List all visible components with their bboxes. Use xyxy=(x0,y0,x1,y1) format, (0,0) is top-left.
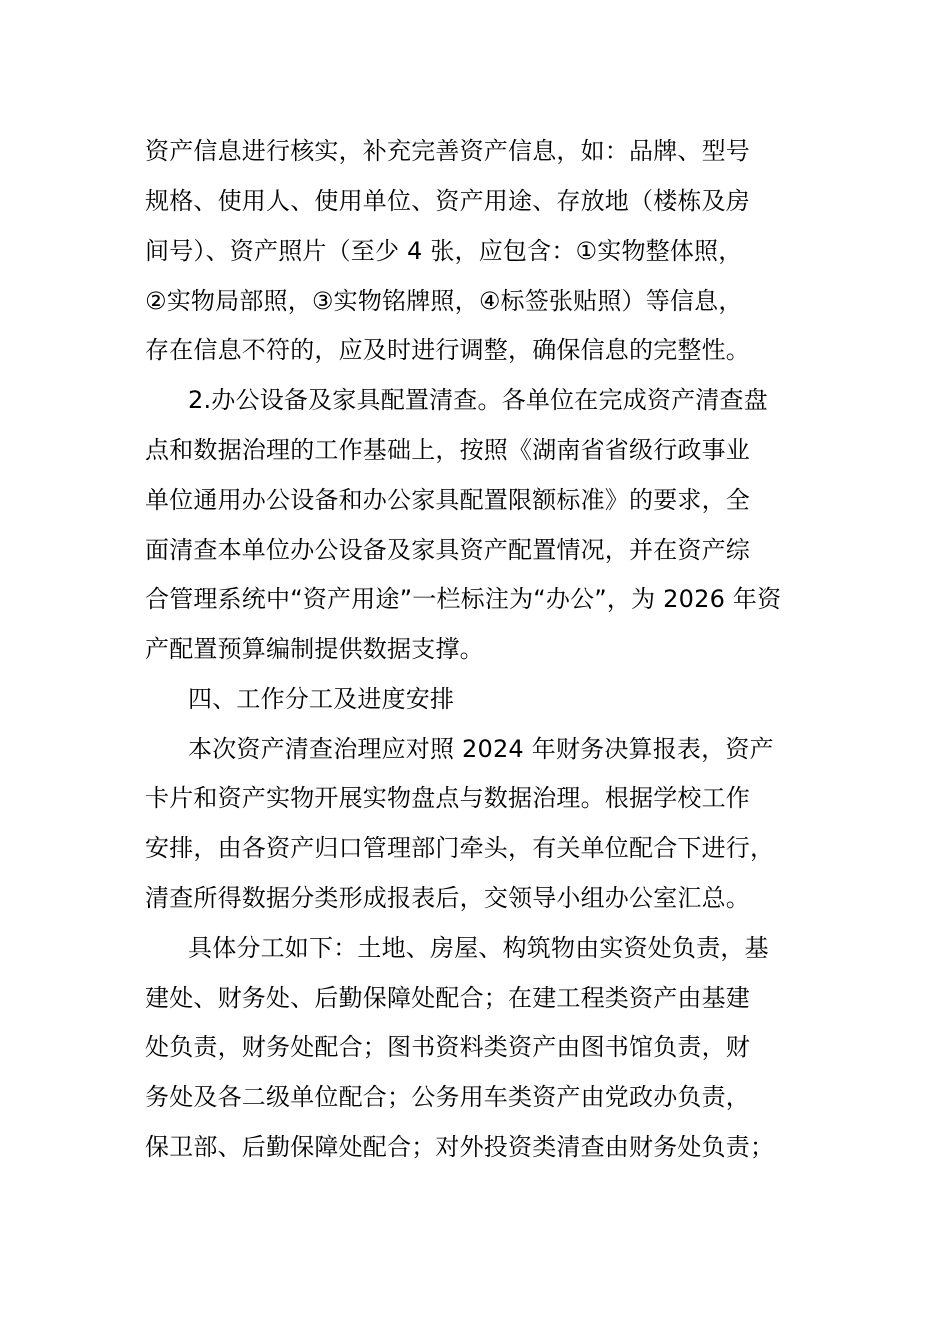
text-line-5: 存在信息不符的，应及时进行调整，确保信息的完整性。 xyxy=(145,336,750,364)
paragraph-start-office-equipment: 2.办公设备及家具配置清查。各单位在完成资产清查盘 xyxy=(188,386,768,414)
text-line-15: 安排，由各资产归口管理部门牵头，有关单位配合下进行， xyxy=(145,834,775,862)
text-line-8: 单位通用办公设备和办公家具配置限额标准》的要求，全 xyxy=(145,486,750,514)
text-line-7: 点和数据治理的工作基础上，按照《湖南省省级行政事业 xyxy=(145,436,750,464)
text-line-1: 资产信息进行核实，补充完善资产信息，如：品牌、型号 xyxy=(145,137,750,165)
text-line-11: 产配置预算编制提供数据支撑。 xyxy=(145,635,484,663)
text-line-14: 卡片和资产实物开展实物盘点与数据治理。根据学校工作 xyxy=(145,784,750,812)
section-heading: 四、工作分工及进度安排 xyxy=(188,685,455,713)
text-line-16: 清查所得数据分类形成报表后，交领导小组办公室汇总。 xyxy=(145,884,750,912)
text-line-2: 规格、使用人、使用单位、资产用途、存放地（楼栋及房 xyxy=(145,187,750,215)
text-line-19: 处负责，财务处配合；图书资料类资产由图书馆负责，财 xyxy=(145,1033,750,1061)
text-line-20: 务处及各二级单位配合；公务用车类资产由党政办负责， xyxy=(145,1083,750,1111)
text-line-4: ②实物局部照，③实物铭牌照，④标签张贴照）等信息， xyxy=(145,287,743,315)
paragraph-start-division: 具体分工如下：土地、房屋、构筑物由实资处负责，基 xyxy=(188,934,769,962)
text-line-9: 面清查本单位办公设备及家具资产配置情况，并在资产综 xyxy=(145,536,750,564)
text-line-10: 合管理系统中“资产用途”一栏标注为“办公”，为 2026 年资 xyxy=(145,585,782,613)
paragraph-start-inventory: 本次资产清查治理应对照 2024 年财务决算报表，资产 xyxy=(188,735,774,763)
text-line-3: 间号）、资产照片（至少 4 张，应包含：①实物整体照， xyxy=(145,237,743,265)
text-line-21: 保卫部、后勤保障处配合；对外投资类清查由财务处负责； xyxy=(145,1133,775,1161)
text-line-18: 建处、财务处、后勤保障处配合；在建工程类资产由基建 xyxy=(145,984,750,1012)
